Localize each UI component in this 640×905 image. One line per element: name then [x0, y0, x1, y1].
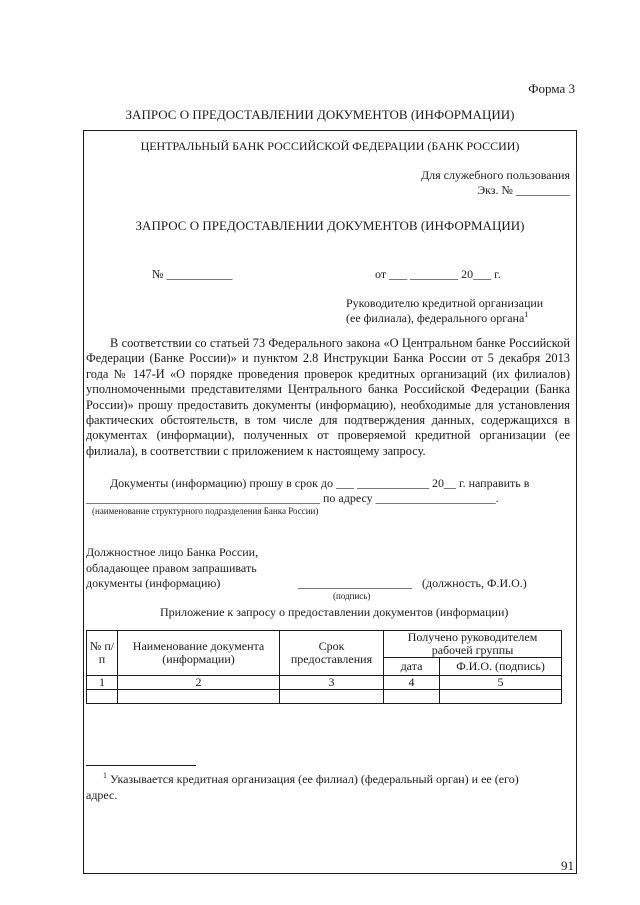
footnote-ref: 1	[524, 310, 529, 319]
footnote-text: Указывается кредитная организация (ее филиал) (федеральный орган) и ее (его)	[110, 772, 519, 786]
inner-title: ЗАПРОС О ПРЕДОСТАВЛЕНИИ ДОКУМЕНТОВ (ИНФОРМАЦИИ)	[135, 218, 525, 233]
page-number: 91	[561, 858, 574, 873]
header-date: дата	[384, 658, 440, 676]
body-text	[86, 336, 570, 459]
footnote-line2: адрес.	[86, 788, 118, 802]
addressee-text: (ее филиала), федерального органа	[346, 311, 525, 325]
request-number: № ___________	[152, 267, 233, 281]
outer-title: ЗАПРОС О ПРЕДОСТАВЛЕНИИ ДОКУМЕНТОВ (ИНФОРМАЦИИ)	[125, 107, 515, 122]
table-row	[87, 690, 562, 704]
header-doc-name: Наименование документа (информации)	[118, 631, 280, 676]
table-cell: 3	[280, 676, 384, 690]
table-cell	[280, 690, 384, 704]
bank-name: ЦЕНТРАЛЬНЫЙ БАНК РОССИЙСКОЙ ФЕДЕРАЦИИ (БАНК РОССИИ)	[140, 139, 520, 153]
request-date: от ___ ________ 20___ г.	[375, 267, 501, 281]
header-received: Получено руководителем рабочей группы	[384, 631, 562, 658]
confidential-mark: Для служебного пользования	[420, 168, 570, 182]
header-no: № п/п	[87, 631, 118, 676]
table-cell: 4	[384, 676, 440, 690]
attachment-table	[86, 630, 562, 704]
form-label: Форма 3	[528, 81, 575, 96]
paragraph-1: В соответствии со статьей 73 Федерального закона «О Центральном банке Российской Федерации (Банке России)» и пунктом 2.8 Инструкции Банка России от 5 декабря 2013 года № 147-И «О порядке проведения проверок кредитных организаций (их филиалов) уполномоченными представителями Центрального банка Российской Федерации (Банка России)» прошу предоставить документы (информацию), необходимые для установления фактических обстоятельств, в том числе для подтверждения данных, содержащихся в документах (информации), полученных от проверяемой кредитной организации (ее филиала), в соответствии с приложением к настоящему запросу.	[86, 336, 570, 458]
addressee-line2	[346, 311, 528, 326]
paragraph-2-line1: Документы (информацию) прошу в срок до ___ ____________ 20__ г. направить в	[110, 476, 530, 490]
signature-line: ___________________	[298, 576, 412, 590]
footnote-line1	[103, 772, 519, 787]
caption-unit: (наименование структурного подразделения Банка России)	[92, 506, 319, 516]
official-line1: Должностное лицо Банка России,	[86, 545, 259, 559]
table-cell: 5	[440, 676, 562, 690]
footnote-mark: 1	[103, 771, 107, 780]
table-header-row	[87, 631, 562, 658]
header-fio: Ф.И.О. (подпись)	[440, 658, 562, 676]
official-line3: документы (информацию)	[86, 576, 221, 590]
table-number-row	[87, 676, 562, 690]
position-name: (должность, Ф.И.О.)	[422, 576, 527, 590]
header-term: Срок предоставления	[280, 631, 384, 676]
table-cell	[440, 690, 562, 704]
appendix-title: Приложение к запросу о предоставлении документов (информации)	[160, 605, 509, 619]
table-cell	[118, 690, 280, 704]
table-cell: 1	[87, 676, 118, 690]
table-cell	[87, 690, 118, 704]
footnote-separator	[86, 765, 196, 766]
addressee-line1: Руководителю кредитной организации	[346, 296, 544, 310]
table-cell: 2	[118, 676, 280, 690]
paragraph-2-line2: _______________________________________ по адресу ____________________.	[86, 491, 499, 505]
copy-number: Экз. № _________	[477, 183, 570, 197]
caption-signature: (подпись)	[333, 591, 371, 601]
official-line2: обладающее правом запрашивать	[86, 561, 257, 575]
table-cell	[384, 690, 440, 704]
